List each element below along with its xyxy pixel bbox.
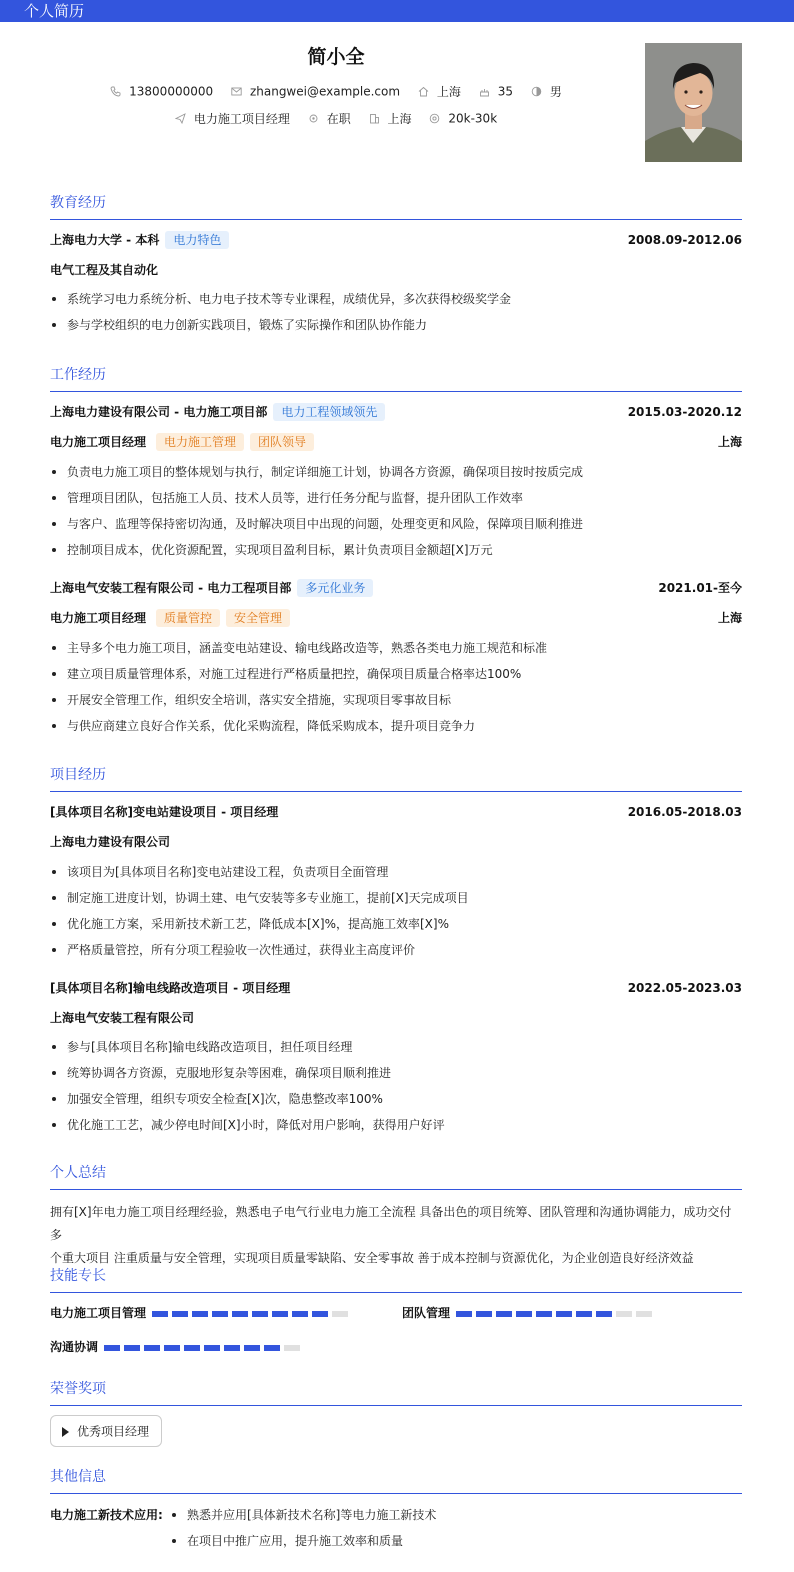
- skill-name: 电力施工项目管理: [50, 1306, 147, 1320]
- company-tag: 多元化业务: [297, 579, 373, 597]
- project-header: [50, 802, 742, 822]
- skill-segment-filled: [516, 1311, 532, 1317]
- skill-segment-filled: [232, 1311, 248, 1317]
- project-company: 上海电力建设有限公司: [50, 835, 171, 849]
- school-tag: 电力特色: [165, 231, 229, 249]
- list-item: 严格质量管控，所有分项工程验收一次性通过，获得业主高度评价: [50, 940, 742, 960]
- home-icon: [418, 86, 429, 97]
- list-item: 该项目为[具体项目名称]变电站建设工程，负责项目全面管理: [50, 862, 742, 882]
- honor-item[interactable]: [50, 1415, 162, 1447]
- age-icon: [479, 86, 490, 97]
- summary-line: 拥有[X]年电力施工项目经理经验，熟悉电子电气行业电力施工全流程 具备出色的项目统筹、团队管理和沟通协调能力，成功交付多: [50, 1205, 732, 1242]
- work-role-row: [50, 608, 742, 628]
- skill-segment-empty: [284, 1345, 300, 1351]
- skill-segment-filled: [224, 1345, 240, 1351]
- role-title: 电力施工项目经理: [50, 611, 147, 625]
- work-city: 上海: [717, 435, 742, 449]
- gender-info: 男: [531, 83, 562, 100]
- skill-segment-filled: [172, 1311, 188, 1317]
- salary-info: 20k-30k: [429, 111, 497, 126]
- list-item: 参与学校组织的电力创新实践项目，锻炼了实际操作和团队协作能力: [50, 315, 742, 335]
- skill-segment-filled: [596, 1311, 612, 1317]
- skill-segment-filled: [536, 1311, 552, 1317]
- role-title: 电力施工项目经理: [50, 435, 147, 449]
- project-date: 2016.05-2018.03: [627, 805, 742, 819]
- project-date: 2022.05-2023.03: [627, 981, 742, 995]
- project-company: 上海电气安装工程有限公司: [50, 1011, 195, 1025]
- email-info: zhangwei@example.com: [231, 84, 400, 99]
- role-tag: 质量管控: [156, 609, 220, 627]
- skill-segment-filled: [124, 1345, 140, 1351]
- list-item: 制定施工进度计划，协调土建、电气安装等多专业施工，提前[X]天完成项目: [50, 888, 742, 908]
- skill-segment-filled: [192, 1311, 208, 1317]
- other-label: 电力施工新技术应用:: [50, 1508, 163, 1522]
- salary-icon: [429, 113, 440, 124]
- skill-segment-filled: [212, 1311, 228, 1317]
- education-date: 2008.09-2012.06: [627, 233, 742, 247]
- skill-segment-filled: [184, 1345, 200, 1351]
- project-company-row: [50, 832, 742, 852]
- skill-segment-filled: [272, 1311, 288, 1317]
- work-date: 2021.01-至今: [658, 581, 742, 595]
- summary-text: [50, 1201, 742, 1270]
- skill-name: 沟通协调: [50, 1340, 99, 1354]
- play-icon: [62, 1427, 69, 1437]
- skill-segment-filled: [312, 1311, 328, 1317]
- skill-level-bar: [456, 1304, 656, 1324]
- status-icon: [308, 113, 319, 124]
- list-item: 负责电力施工项目的整体规划与执行，制定详细施工计划，协调各方资源，确保项目按时按质完成: [50, 462, 742, 482]
- skill-segment-filled: [104, 1345, 120, 1351]
- section-honors-title: 荣誉奖项: [50, 1380, 742, 1406]
- skill-segment-filled: [496, 1311, 512, 1317]
- skill-level-bar: [104, 1338, 304, 1358]
- work-role-row: [50, 432, 742, 452]
- project-title: [具体项目名称]输电线路改造项目 - 项目经理: [50, 981, 291, 995]
- skill-segment-filled: [456, 1311, 472, 1317]
- list-item: 参与[具体项目名称]输电线路改造项目，担任项目经理: [50, 1037, 742, 1057]
- send-icon: [175, 113, 186, 124]
- skill-segment-filled: [204, 1345, 220, 1351]
- building-icon: [369, 113, 380, 124]
- section-work-title: 工作经历: [50, 366, 742, 392]
- section-projects-title: 项目经历: [50, 766, 742, 792]
- education-major-row: [50, 260, 742, 280]
- list-item: 熟悉并应用[具体新技术名称]等电力施工新技术: [170, 1505, 436, 1525]
- project-company-row: [50, 1008, 742, 1028]
- skill-level-bar: [152, 1304, 352, 1324]
- list-item: 与供应商建立良好合作关系，优化采购流程，降低采购成本，提升项目竞争力: [50, 716, 742, 736]
- section-summary-title: 个人总结: [50, 1164, 742, 1190]
- skill-segment-empty: [636, 1311, 652, 1317]
- skill-segment-filled: [292, 1311, 308, 1317]
- skill-segment-empty: [616, 1311, 632, 1317]
- role-tag: 电力施工管理: [156, 433, 244, 451]
- list-item: 主导多个电力施工项目，涵盖变电站建设、输电线路改造等，熟悉各类电力施工规范和标准: [50, 638, 742, 658]
- skill-segment-filled: [144, 1345, 160, 1351]
- summary-line: 个重大项目 注重质量与安全管理，实现项目质量零缺陷、安全零事故 善于成本控制与资源优化，为企业创造良好经济效益: [50, 1251, 694, 1265]
- list-item: 统筹协调各方资源，克服地形复杂等困难，确保项目顺利推进: [50, 1063, 742, 1083]
- list-item: 加强安全管理，组织专项安全检查[X]次，隐患整改率100%: [50, 1089, 742, 1109]
- education-header: [50, 230, 742, 250]
- list-item: 与客户、监理等保持密切沟通，及时解决项目中出现的问题，处理变更和风险，保障项目顺利推进: [50, 514, 742, 534]
- skill-segment-filled: [252, 1311, 268, 1317]
- age-info: 35: [479, 84, 513, 99]
- phone-info: 13800000000: [110, 84, 213, 99]
- company-name: 上海电力建设有限公司 - 电力施工项目部: [50, 405, 268, 419]
- skill-name: 团队管理: [402, 1306, 451, 1320]
- mail-icon: [231, 86, 242, 97]
- position-info: 电力施工项目经理: [175, 110, 290, 127]
- location-info: 上海: [418, 83, 461, 100]
- school-name: 上海电力大学 - 本科: [50, 233, 160, 247]
- honor-label: 优秀项目经理: [77, 1424, 150, 1439]
- list-item: 优化施工工艺，减少停电时间[X]小时，降低对用户影响，获得用户好评: [50, 1115, 742, 1135]
- work-header: [50, 402, 742, 422]
- skill-segment-filled: [244, 1345, 260, 1351]
- list-item: 在项目中推广应用，提升施工效率和质量: [170, 1531, 403, 1551]
- work-date: 2015.03-2020.12: [627, 405, 742, 419]
- major: 电气工程及其自动化: [50, 263, 159, 277]
- top-bar-title: 个人简历: [0, 0, 794, 22]
- role-tag: 安全管理: [226, 609, 290, 627]
- project-header: [50, 978, 742, 998]
- skill-segment-filled: [576, 1311, 592, 1317]
- skill-item: [50, 1303, 352, 1323]
- skill-segment-empty: [332, 1311, 348, 1317]
- section-other-title: 其他信息: [50, 1468, 742, 1494]
- work-header: [50, 578, 742, 598]
- company-tag: 电力工程领域领先: [273, 403, 385, 421]
- skill-segment-filled: [164, 1345, 180, 1351]
- project-title: [具体项目名称]变电站建设项目 - 项目经理: [50, 805, 279, 819]
- skill-segment-filled: [152, 1311, 168, 1317]
- skill-segment-filled: [476, 1311, 492, 1317]
- role-tag: 团队领导: [250, 433, 314, 451]
- list-item: 系统学习电力系统分析、电力电子技术等专业课程，成绩优异，多次获得校级奖学金: [50, 289, 742, 309]
- contact-row-1: [0, 83, 672, 100]
- phone-icon: [110, 86, 121, 97]
- list-item: 控制项目成本，优化资源配置，实现项目盈利目标，累计负责项目金额超[X]万元: [50, 540, 742, 560]
- profile-photo: [645, 43, 742, 162]
- skill-segment-filled: [556, 1311, 572, 1317]
- company-name: 上海电气安装工程有限公司 - 电力工程项目部: [50, 581, 292, 595]
- list-item: 建立项目质量管理体系，对施工过程进行严格质量把控，确保项目质量合格率达100%: [50, 664, 742, 684]
- work-city: 上海: [717, 611, 742, 625]
- status-info: 在职: [308, 110, 351, 127]
- skill-segment-filled: [264, 1345, 280, 1351]
- city-info: 上海: [369, 110, 412, 127]
- list-item: 优化施工方案，采用新技术新工艺，降低成本[X]%，提高施工效率[X]%: [50, 914, 742, 934]
- section-education-title: 教育经历: [50, 194, 742, 220]
- section-skills-title: 技能专长: [50, 1267, 742, 1293]
- contact-row-2: [0, 110, 672, 127]
- skill-item: [50, 1337, 304, 1357]
- candidate-name: 简小全: [307, 46, 365, 68]
- list-item: 管理项目团队，包括施工人员、技术人员等，进行任务分配与监督，提升团队工作效率: [50, 488, 742, 508]
- list-item: 开展安全管理工作，组织安全培训，落实安全措施，实现项目零事故目标: [50, 690, 742, 710]
- gender-icon: [531, 86, 542, 97]
- skill-item: [402, 1303, 656, 1323]
